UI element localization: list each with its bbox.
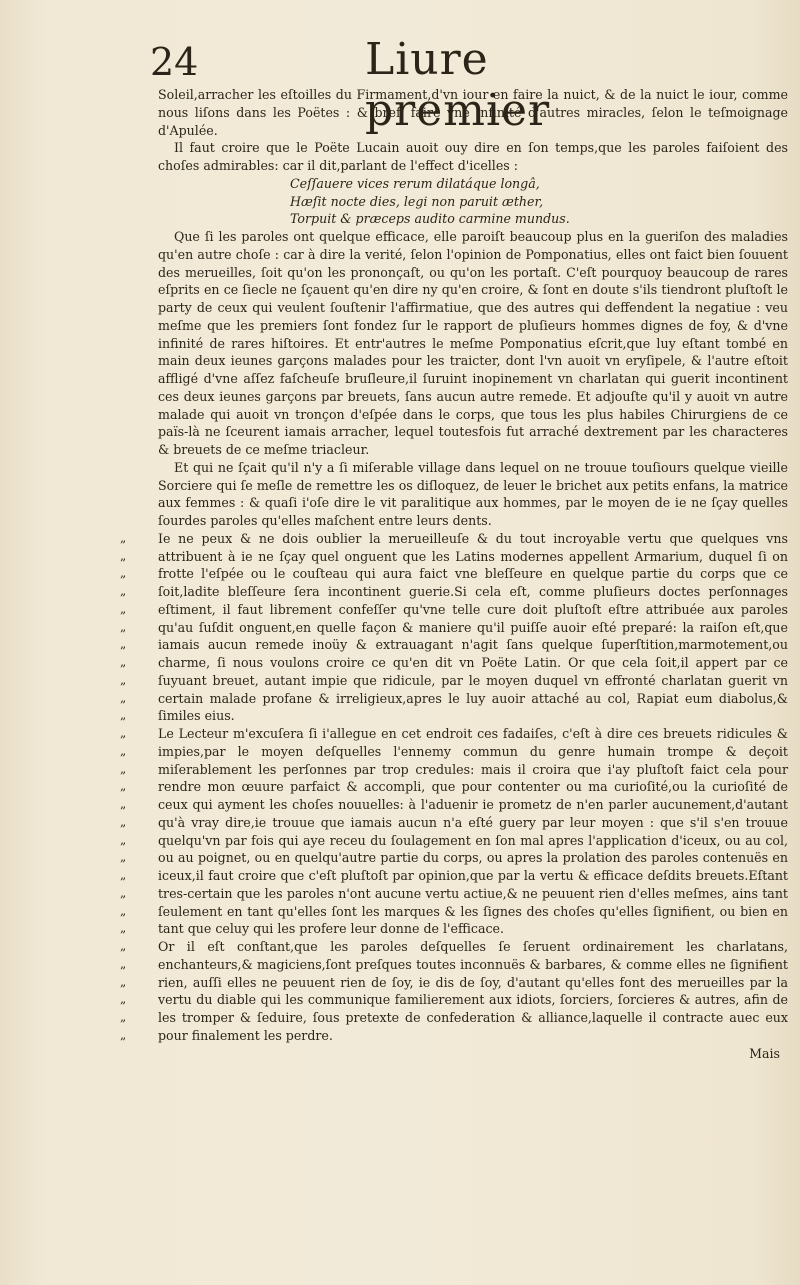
quote-mark-icon: „ (120, 726, 127, 740)
quote-mark-icon: „ (120, 761, 127, 776)
quote-mark-icon: „ (120, 619, 127, 634)
verse-line: Hæſit nocte dies, legi non paruit æther, (290, 193, 544, 209)
quote-mark-icon: „ (120, 903, 127, 918)
quote-mark-icon: „ (120, 601, 127, 616)
quote-mark-icon: „ (120, 584, 127, 598)
running-head: Liure premier (365, 34, 551, 136)
quote-mark-icon: „ (120, 956, 127, 971)
quote-mark-icon: „ (120, 797, 127, 811)
quote-mark-icon: „ (120, 868, 127, 882)
quote-mark-icon: „ (120, 779, 127, 794)
quoted-paragraph: Ie ne peux & ne dois oublier la merueilleuſe & du tout incroyable vertu que quelques vns attribuent à ie ne ſçay quel onguent que les Latins modernes appellent Armarium, duquel ſi on frotte l'eſpée ou le couſteau qui aura faict vne bleſſeure en quelque partie du corps que ce ſoit,ladite bleſſeure ſera incontinent guerie.Si cela eſt, comme pluſieurs doctes perſonnages eſtiment, il faut librement confeſſer qu'vne telle cure doit pluſtoſt eſtre attribuée aux paroles qu'au ſuſdit onguent,en quelle façon & maniere qu'il puiſſe auoir eſté preparé: la raiſon eſt,que iamais aucun remede inoüy & extrauagant n'agit ſans quelque ſuperſtition,marmotement,ou charme, ſi nous voulons croire ce qu'en dit vn Poëte Latin. Or que cela ſoit,il appert par ce ſuyuant breuet, autant impie que ridicule, par le moyen duquel vn effronté charlatan guerit vn certain malade profane & irreligieux,apres le luy auoir attaché au col, Rapiat eum diabolus,& ſimiles eius. „ „ „ „ „ „ „ „ „ „ „ (120, 530, 788, 724)
quote-mark-icon: „ (120, 1027, 127, 1042)
paragraph: Il faut croire que le Poëte Lucain auoit ouy dire en ſon temps,que les paroles faiſoient des choſes admirables: car il dit,parlant de l'effect d'icelles : (158, 140, 788, 173)
page-body (120, 86, 788, 1062)
quote-mark-icon: „ (120, 939, 127, 953)
verse-line: Torpuit & præceps audito carmine mundus. (290, 211, 570, 227)
quote-mark-icon: „ (120, 850, 127, 865)
quote-mark-icon: „ (120, 992, 127, 1007)
quote-mark-icon: „ (120, 690, 127, 705)
paragraph: Que ſi les paroles ont quelque efficace, elle paroiſt beaucoup plus en la gueriſon des maladies qu'en autre choſe : car à dire la verité, ſelon l'opinion de Pomponatius, elles ont faict bien ſouuent des merueilles, ſoit qu'on les prononçaſt, ou qu'on les portaſt. C'eſt pourquoy beaucoup de rares eſprits en ce ſiecle ne ſçauent qu'en dire ny qu'en croire, & ſont en doute s'ils tiendront pluſtoſt le party de ceux qui veulent ſouſtenir l'affirmatiue, que des autres qui deffendent la negatiue : veu meſme que les premiers ſont fondez ſur le rapport de pluſieurs hommes dignes de foy, & d'vne infinité de rares hiſtoires. Et entr'autres le meſme Pomponatius eſcrit,que luy eſtant tombé en main deux ieunes garçons malades pour les traicter, dont l'vn auoit vn eryſipele, & l'autre eſtoit affligé d'vne aſſez faſcheuſe bruſleure,il ſuruint inopinement vn charlatan qui guerit incontinent ces deux ieunes garçons par breuets, ſans aucun autre remede. Et adjouſte qu'il y auoit vn autre malade qui auoit vn tronçon d'eſpée dans le corps, que tous les plus habiles Chirurgiens de ce païs-là ne ſceurent iamais arracher, lequel toutesfois fut arraché dextrement par les characteres & breuets de ce meſme triacleur. (158, 229, 788, 457)
quote-mark-icon: „ (120, 548, 127, 563)
quote-mark-icon: „ (120, 885, 127, 900)
quote-mark-icon: „ (120, 832, 127, 847)
quote-mark-icon: „ (120, 921, 127, 936)
quoted-paragraph: Or il eſt conſtant,que les paroles deſquelles ſe ſeruent ordinairement les charlatans, enchanteurs,& magiciens,ſont preſques toutes inconnuës & barbares, & comme elles ne ſignifient rien, auſſi elles ne peuuent rien de ſoy, ie dis de ſoy, d'autant qu'elles font des merueilles par la vertu du diable qui les communique familierement aux idiots, ſorciers, ſorcieres & autres, afin de les tromper & ſeduire, ſous pretexte de confederation & alliance,laquelle il contracte auec eux pour finalement les perdre. „ „ „ „ „ „ (120, 939, 788, 1043)
quote-mark-icon: „ (120, 743, 127, 758)
quote-mark-icon: „ (120, 974, 127, 989)
catchword: Mais (749, 1045, 780, 1061)
page-number: 24 (150, 40, 199, 84)
quote-mark-icon: „ (120, 814, 127, 829)
verse-line: Ceſſauere vices rerum dilatáque longâ, (290, 175, 540, 191)
quote-mark-icon: „ (120, 1010, 127, 1024)
quote-mark-icon: „ (120, 708, 127, 723)
quote-mark-icon: „ (120, 672, 127, 687)
quote-mark-icon: „ (120, 655, 127, 669)
paragraph: Et qui ne ſçait qu'il n'y a ſi miſerable village dans lequel on ne trouue touſiours quelque vieille Sorciere qui ſe meſle de remettre les os diſloquez, de leuer le brichet aux petits enfans, la matrice aux femmes : & quaſi i'oſe dire le vit paralitique aux hommes, par le moyen de ie ne ſçay quelles ſourdes paroles qu'elles maſchent entre leurs dents. (158, 459, 788, 528)
quote-mark-icon: „ (120, 637, 127, 652)
quoted-paragraph: Le Lecteur m'excuſera ſi i'allegue en cet endroit ces fadaiſes, c'eſt à dire ces breuets ridicules & impies,par le moyen deſquelles l'ennemy commun du genre humain trompe & deçoit miſerablement les perſonnes par trop credules: mais il croira que i'ay pluſtoſt faict cela pour rendre mon œuure parfaict & accompli, que pour contenter ou ma curioſité,ou la curioſité de ceux qui ayment les choſes nouuelles: à l'aduenir ie prometz de n'en parler aucunement,d'autant qu'à vray dire,ie trouue que iamais aucun n'a eſté guery par leur moyen : que s'il s'en trouue quelqu'vn par fois qui aye receu du ſoulagement en ſon mal apres l'application d'iceux, ou au col, ou au poignet, ou en quelqu'autre partie du corps, ou apres la prolation des paroles contenuës en iceux,il faut croire que c'eſt pluſtoſt par opinion,que par la vertu & efficace deſdits breuets.Eſtant tres-certain que les paroles n'ont aucune vertu actiue,& ne peuuent rien d'elles meſmes, ains tant ſeulement en tant qu'elles ſont les marques & les ſignes des choſes qu'elles ſignifient, ou bien en tant que celuy qui les profere leur donne de l'efficace. „ „ „ „ „ „ „ „ „ „ „ „ (120, 726, 788, 937)
paragraph: Soleil,arracher les eſtoilles du Firmament,d'vn iour en faire la nuict, & de la nuict le iour, comme nous liſons dans les Poëtes : & bref, faire vne infinité d'autres miracles, ſelon le teſmoignage d'Apulée. (158, 87, 788, 138)
quote-mark-icon: „ (120, 566, 127, 581)
quote-mark-icon: „ (120, 530, 127, 545)
